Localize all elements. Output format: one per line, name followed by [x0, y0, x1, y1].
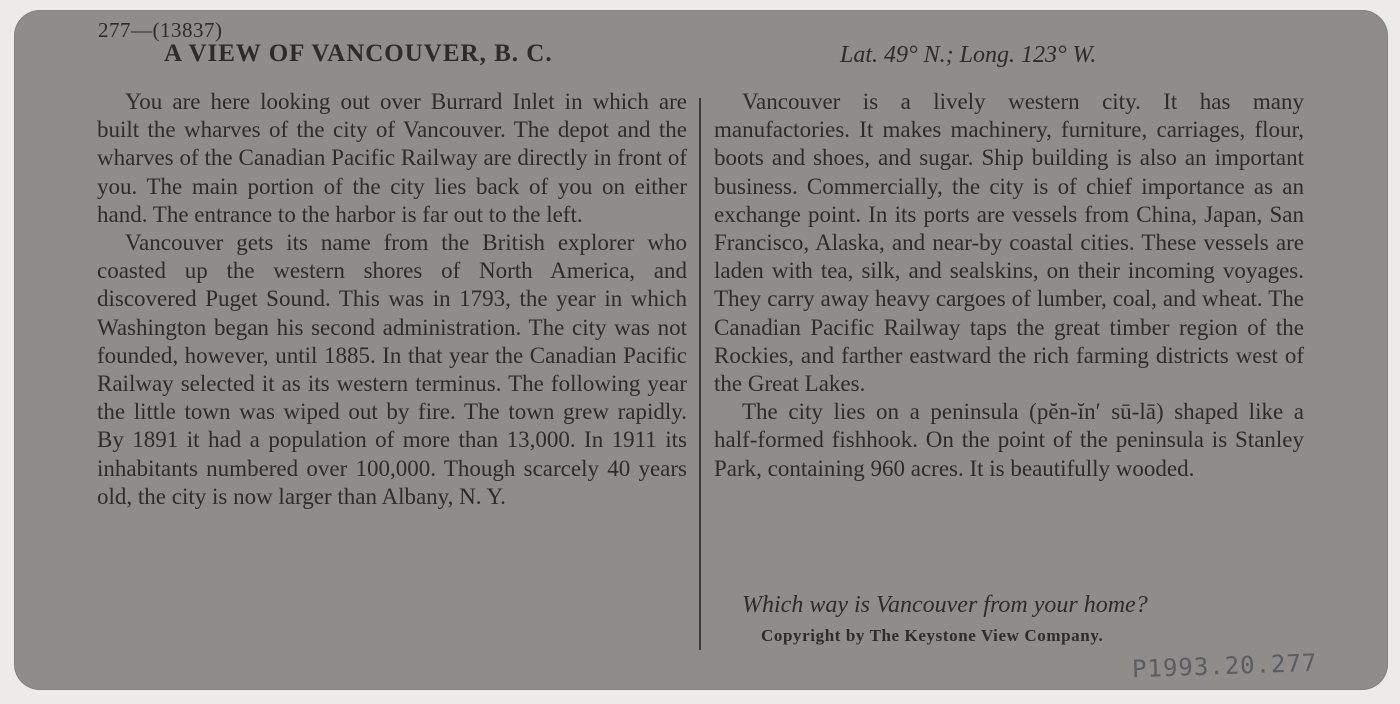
column-divider [699, 98, 701, 650]
closing-question: Which way is Vancouver from your home? [742, 592, 1148, 618]
copyright-line: Copyright by The Keystone View Company. [761, 626, 1104, 645]
paragraph: Vancouver is a lively western city. It has many manufactories. It makes machinery, furniture, carriages, flour, boots and shoes, and sugar. Ship building is also an important business. Commercially, the city is of chief importance as an exchange point. In its ports are vessels from China, Japan, San Francisco, Alaska, and near-by coastal cities. These vessels are laden with tea, silk, and sealskins, on their incoming voyages. They carry away heavy cargoes of lumber, coal, and wheat. The Canadian Pacific Railway taps the great timber region of the Rockies, and farther eastward the rich farming districts west of the Great Lakes. [714, 89, 1304, 397]
coordinates: Lat. 49° N.; Long. 123° W. [840, 42, 1097, 68]
right-column [714, 88, 1304, 483]
left-column [97, 88, 687, 511]
handwritten-accession-number: P1993.20.277 [1131, 648, 1318, 684]
paragraph: Vancouver gets its name from the British explorer who coasted up the western shores of North America, and discovered Puget Sound. This was in 1793, the year in which Washington began his second administration. The city was not founded, however, until 1885. In that year the Canadian Pacific Railway selected it as its western terminus. The following year the little town was wiped out by fire. The town grew rapidly. By 1891 it had a population of more than 13,000. In 1911 its inhabitants numbered over 100,000. Though scarcely 40 years old, the city is now larger than Albany, N. Y. [97, 230, 687, 509]
card-title: A VIEW OF VANCOUVER, B. C. [164, 40, 553, 67]
card-number: 277—(13837) [98, 18, 223, 42]
paragraph: You are here looking out over Burrard Inlet in which are built the wharves of the city of Vancouver. The depot and the wharves of the Canadian Pacific Railway are directly in front of you. The main portion of the city lies back of you on either hand. The entrance to the harbor is far out to the left. [97, 89, 687, 227]
paragraph: The city lies on a peninsula (pĕn-ĭn′ sū-lā) shaped like a half-formed fishhook. On the point of the peninsula is Stanley Park, containing 960 acres. It is beautifully wooded. [714, 399, 1304, 481]
